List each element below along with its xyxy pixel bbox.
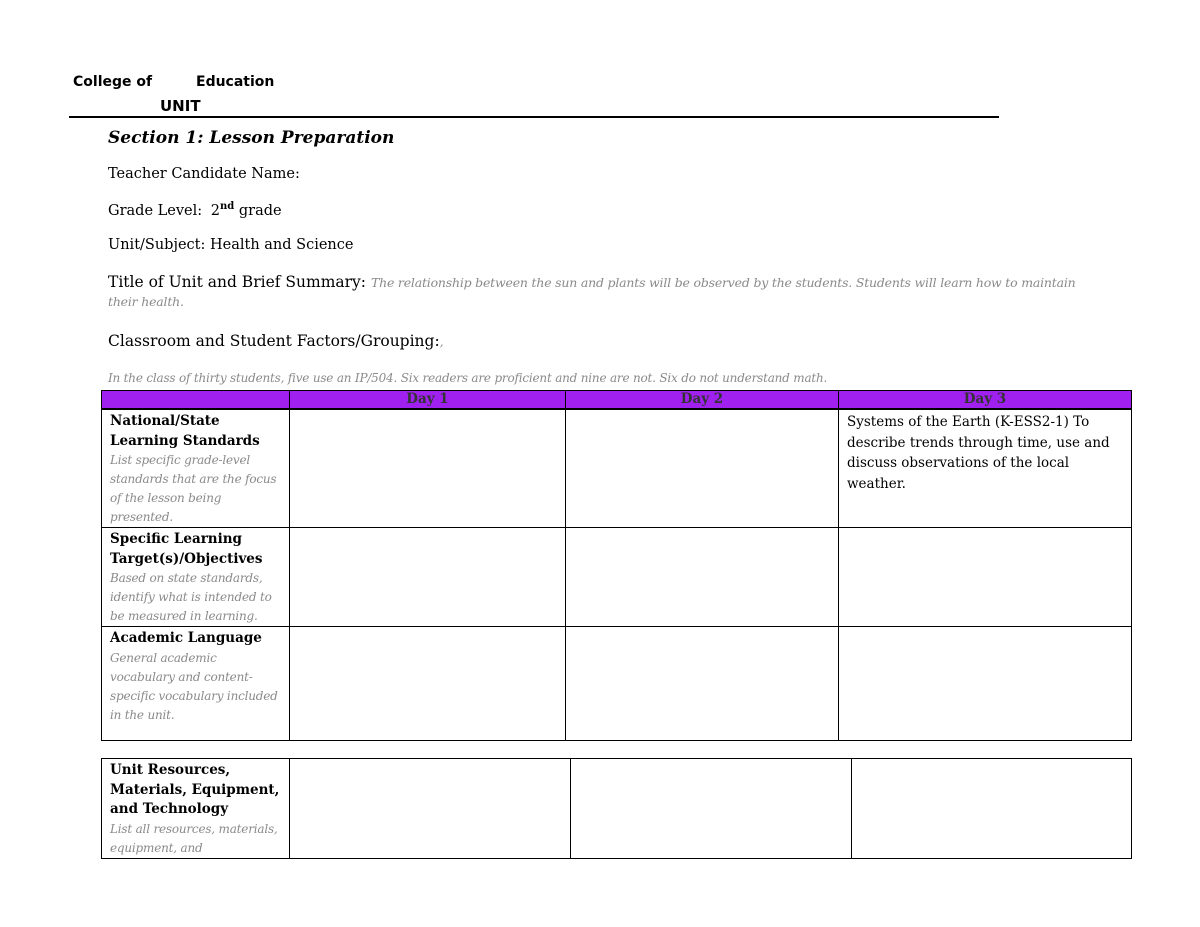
row-description: General academic vocabulary and content-specific vocabulary included in the unit.	[110, 650, 278, 722]
college-name: Education	[196, 74, 275, 90]
section-title: Section 1: Lesson Preparation	[108, 128, 395, 148]
row-header-academic-language	[102, 627, 290, 741]
resources-day-3[interactable]	[852, 759, 1132, 859]
header-blank	[102, 391, 290, 410]
grade-suffix: nd	[219, 201, 235, 212]
college-prefix: College of	[73, 74, 153, 90]
factors-heading	[108, 332, 443, 350]
factors-text: In the class of thirty students, five use an IP/504. Six readers are proficient and nine are not. Six do not understand math.	[108, 371, 828, 385]
grade-label: Grade Level:	[108, 202, 203, 219]
row-header-resources	[102, 759, 290, 859]
standards-day-3[interactable]: Systems of the Earth (K-ESS2-1) To describe trends through time, use and discuss observations of the local weather.	[839, 409, 1132, 528]
lesson-plan-table	[101, 390, 1132, 741]
row-title: Academic Language	[110, 630, 262, 646]
table-row	[102, 627, 1132, 741]
header-day-1: Day 1	[290, 391, 566, 410]
academic-language-day-2[interactable]	[566, 627, 839, 741]
summary-label: Title of Unit and Brief Summary:	[108, 273, 367, 291]
objectives-day-3[interactable]	[839, 528, 1132, 627]
resources-day-2[interactable]	[571, 759, 852, 859]
summary-text: The relationship between the sun and plants will be observed by the students. Students will learn how to maintain their health.	[108, 275, 1076, 309]
unit-subject: Unit/Subject: Health and Science	[108, 237, 354, 253]
resources-table	[101, 758, 1132, 859]
grade-level	[108, 201, 282, 219]
academic-language-day-1[interactable]	[290, 627, 566, 741]
row-title: National/State Learning Standards	[110, 413, 260, 449]
unit-summary	[108, 273, 1098, 311]
row-description: List specific grade-level standards that are the focus of the lesson being presented.	[110, 453, 277, 524]
unit-label: UNIT	[160, 97, 201, 115]
resources-day-1[interactable]	[290, 759, 571, 859]
standards-day-2[interactable]	[566, 409, 839, 528]
grade-word: grade	[238, 202, 282, 219]
objectives-day-1[interactable]	[290, 528, 566, 627]
row-header-standards	[102, 409, 290, 528]
factors-label: Classroom and Student Factors/Grouping:	[108, 332, 440, 350]
table-header-row	[102, 391, 1132, 410]
factors-suffix: ,	[439, 335, 444, 349]
row-title: Specific Learning Target(s)/Objectives	[110, 531, 263, 567]
row-header-objectives	[102, 528, 290, 627]
standards-day-1[interactable]	[290, 409, 566, 528]
row-description: Based on state standards, identify what is intended to be measured in learning.	[110, 571, 272, 623]
header-divider	[69, 116, 999, 118]
table-row	[102, 528, 1132, 627]
academic-language-day-3[interactable]	[839, 627, 1132, 741]
objectives-day-2[interactable]	[566, 528, 839, 627]
teacher-name-label: Teacher Candidate Name:	[108, 166, 300, 182]
grade-number: 2	[210, 202, 220, 219]
header-day-3: Day 3	[839, 391, 1132, 410]
header-day-2: Day 2	[566, 391, 839, 410]
table-row	[102, 759, 1132, 859]
row-title: Unit Resources, Materials, Equipment, and Technology	[110, 762, 280, 817]
row-description: List all resources, materials, equipment, and	[110, 821, 278, 855]
table-row	[102, 409, 1132, 528]
